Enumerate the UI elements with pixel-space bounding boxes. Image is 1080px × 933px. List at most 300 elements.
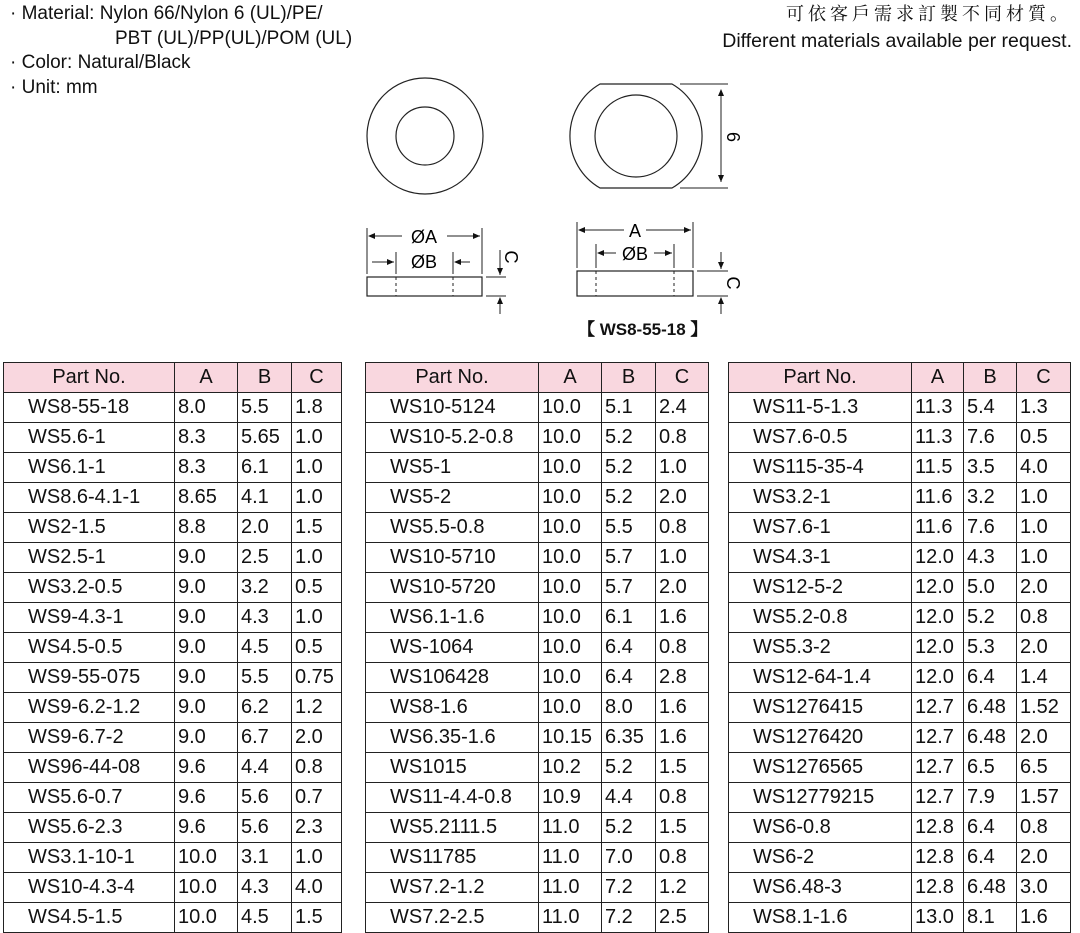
cell-c: 2.0: [1017, 633, 1071, 663]
cell-c: 0.8: [656, 513, 709, 543]
cell-part-no: WS6.1-1: [4, 453, 175, 483]
table-row: [366, 573, 709, 603]
cell-c: 1.6: [656, 603, 709, 633]
cell-part-no: WS6.48-3: [729, 873, 912, 903]
table-row: [729, 843, 1071, 873]
cell-c: 0.5: [292, 573, 342, 603]
dim-6-label: 6: [723, 131, 743, 143]
cell-c: 2.0: [1017, 573, 1071, 603]
table-row: [366, 483, 709, 513]
table-row: [4, 903, 342, 933]
cell-c: 2.4: [656, 393, 709, 423]
cell-b: 8.0: [602, 693, 656, 723]
cell-b: 6.1: [602, 603, 656, 633]
cell-a: 10.0: [539, 453, 602, 483]
cell-b: 5.7: [602, 573, 656, 603]
cell-a: 11.0: [539, 813, 602, 843]
cell-part-no: WS9-4.3-1: [4, 603, 175, 633]
cell-b: 6.4: [964, 663, 1017, 693]
cell-a: 12.7: [912, 723, 964, 753]
cell-b: 5.2: [602, 753, 656, 783]
cell-a: 12.8: [912, 873, 964, 903]
table-row: [729, 663, 1071, 693]
cell-a: 8.8: [175, 513, 238, 543]
table-row: [4, 663, 342, 693]
cell-b: 5.2: [964, 603, 1017, 633]
table-row: [366, 813, 709, 843]
cell-part-no: WS5-1: [366, 453, 539, 483]
cell-part-no: WS10-5710: [366, 543, 539, 573]
cell-a: 11.6: [912, 483, 964, 513]
cell-a: 10.0: [539, 603, 602, 633]
table-row: [366, 393, 709, 423]
table-row: [729, 423, 1071, 453]
cell-c: 2.0: [656, 573, 709, 603]
cell-c: 0.8: [656, 783, 709, 813]
cell-part-no: WS8-1.6: [366, 693, 539, 723]
table-row: [729, 693, 1071, 723]
cell-a: 10.0: [539, 423, 602, 453]
cell-c: 2.5: [656, 903, 709, 933]
cell-b: 7.6: [964, 513, 1017, 543]
table-row: [4, 753, 342, 783]
cell-part-no: WS96-44-08: [4, 753, 175, 783]
cell-a: 10.0: [539, 393, 602, 423]
cell-part-no: WS12-64-1.4: [729, 663, 912, 693]
cell-part-no: WS9-6.2-1.2: [4, 693, 175, 723]
table-row: [4, 723, 342, 753]
spec-material-cont: PBT (UL)/PP(UL)/POM (UL): [115, 27, 353, 49]
cell-part-no: WS-1064: [366, 633, 539, 663]
note-english: Different materials available per request.: [722, 30, 1072, 52]
cell-part-no: WS2-1.5: [4, 513, 175, 543]
cell-b: 6.5: [964, 753, 1017, 783]
cell-a: 10.0: [539, 663, 602, 693]
table-row: [366, 873, 709, 903]
cell-a: 9.0: [175, 723, 238, 753]
header-b: B: [964, 363, 1017, 393]
table-row: [366, 513, 709, 543]
cell-b: 6.4: [964, 843, 1017, 873]
table-row: [729, 753, 1071, 783]
cell-c: 2.0: [292, 723, 342, 753]
cell-b: 5.3: [964, 633, 1017, 663]
cell-a: 12.8: [912, 843, 964, 873]
cell-c: 1.0: [1017, 483, 1071, 513]
cell-c: 1.5: [292, 903, 342, 933]
cell-c: 6.5: [1017, 753, 1071, 783]
cell-c: 1.0: [292, 543, 342, 573]
cell-c: 0.8: [1017, 603, 1071, 633]
cell-part-no: WS5.2-0.8: [729, 603, 912, 633]
cell-b: 3.2: [238, 573, 292, 603]
cell-part-no: WS1015: [366, 753, 539, 783]
cell-a: 12.7: [912, 783, 964, 813]
table-row: [729, 633, 1071, 663]
cell-b: 3.2: [964, 483, 1017, 513]
cell-part-no: WS5.3-2: [729, 633, 912, 663]
header-c: C: [292, 363, 342, 393]
cell-a: 10.15: [539, 723, 602, 753]
cell-part-no: WS5.6-2.3: [4, 813, 175, 843]
cell-b: 6.48: [964, 723, 1017, 753]
cell-part-no: WS11-5-1.3: [729, 393, 912, 423]
cell-c: 0.75: [292, 663, 342, 693]
cell-part-no: WS6.1-1.6: [366, 603, 539, 633]
table-row: [729, 453, 1071, 483]
cell-b: 7.2: [602, 873, 656, 903]
cell-part-no: WS106428: [366, 663, 539, 693]
cell-b: 7.2: [602, 903, 656, 933]
cell-part-no: WS5.2111.5: [366, 813, 539, 843]
table-row: [4, 813, 342, 843]
cell-c: 1.4: [1017, 663, 1071, 693]
cell-c: 2.3: [292, 813, 342, 843]
parts-table-1: [3, 362, 342, 933]
cell-a: 12.8: [912, 813, 964, 843]
cell-c: 4.0: [292, 873, 342, 903]
cell-part-no: WS7.6-1: [729, 513, 912, 543]
header-a: A: [912, 363, 964, 393]
cell-part-no: WS1276565: [729, 753, 912, 783]
header-a: A: [539, 363, 602, 393]
cell-part-no: WS115-35-4: [729, 453, 912, 483]
cell-a: 8.65: [175, 483, 238, 513]
cell-c: 1.0: [292, 483, 342, 513]
cell-a: 10.0: [175, 903, 238, 933]
flat-washer-front-view: [570, 84, 728, 188]
cell-c: 4.0: [1017, 453, 1071, 483]
cell-c: 1.0: [292, 843, 342, 873]
parts-table-2: [365, 362, 709, 933]
cell-part-no: WS9-6.7-2: [4, 723, 175, 753]
cell-a: 8.0: [175, 393, 238, 423]
cell-part-no: WS9-55-075: [4, 663, 175, 693]
cell-b: 6.4: [964, 813, 1017, 843]
dim-c-label: C: [501, 250, 521, 264]
cell-part-no: WS8-55-18: [4, 393, 175, 423]
dim-c2-label: C: [723, 276, 743, 290]
cell-part-no: WS5.6-1: [4, 423, 175, 453]
table-row: [729, 873, 1071, 903]
cell-a: 9.6: [175, 753, 238, 783]
cell-part-no: WS3.2-1: [729, 483, 912, 513]
table-row: [366, 783, 709, 813]
spec-unit: · Unit: mm: [10, 76, 98, 98]
cell-c: 3.0: [1017, 873, 1071, 903]
cell-b: 2.5: [238, 543, 292, 573]
cell-part-no: WS3.2-0.5: [4, 573, 175, 603]
cell-b: 5.6: [238, 783, 292, 813]
cell-b: 4.3: [238, 873, 292, 903]
cell-a: 10.0: [539, 543, 602, 573]
cell-c: 0.8: [1017, 813, 1071, 843]
cell-b: 6.7: [238, 723, 292, 753]
cell-c: 1.6: [1017, 903, 1071, 933]
header-part-no: Part No.: [729, 363, 912, 393]
table-row: [366, 723, 709, 753]
cell-part-no: WS7.6-0.5: [729, 423, 912, 453]
cell-a: 9.0: [175, 693, 238, 723]
table-row: [366, 843, 709, 873]
cell-b: 5.2: [602, 483, 656, 513]
table-row: [4, 783, 342, 813]
header-part-no: Part No.: [4, 363, 175, 393]
parts-table-3: [728, 362, 1071, 933]
cell-a: 9.0: [175, 633, 238, 663]
table-row: [729, 723, 1071, 753]
dim-a-label: ØA: [410, 227, 438, 247]
table-row: [729, 573, 1071, 603]
table-row: [4, 843, 342, 873]
cell-part-no: WS10-5720: [366, 573, 539, 603]
table-row: [729, 903, 1071, 933]
table-row: [4, 393, 342, 423]
cell-b: 6.4: [602, 633, 656, 663]
cell-b: 7.6: [964, 423, 1017, 453]
note-chinese: 可依客戶需求訂製不同材質。: [786, 4, 1072, 25]
cell-b: 5.4: [964, 393, 1017, 423]
table-row: [4, 513, 342, 543]
cell-c: 1.0: [292, 423, 342, 453]
cell-b: 7.9: [964, 783, 1017, 813]
flat-washer-side-view: [577, 222, 728, 314]
table-row: [729, 483, 1071, 513]
cell-a: 12.0: [912, 573, 964, 603]
table-row: [4, 633, 342, 663]
table-row: [4, 873, 342, 903]
cell-c: 1.5: [292, 513, 342, 543]
table-row: [366, 603, 709, 633]
table-row: [4, 483, 342, 513]
cell-c: 1.5: [656, 813, 709, 843]
cell-c: 1.0: [1017, 543, 1071, 573]
cell-part-no: WS12-5-2: [729, 573, 912, 603]
cell-b: 4.3: [964, 543, 1017, 573]
cell-part-no: WS5-2: [366, 483, 539, 513]
cell-a: 11.0: [539, 843, 602, 873]
cell-a: 11.0: [539, 903, 602, 933]
table-row: [366, 453, 709, 483]
dim-b2-label: ØB: [621, 244, 649, 264]
cell-c: 1.6: [656, 723, 709, 753]
cell-a: 9.6: [175, 783, 238, 813]
cell-part-no: WS3.1-10-1: [4, 843, 175, 873]
cell-a: 12.0: [912, 663, 964, 693]
cell-a: 9.0: [175, 543, 238, 573]
table-row: [4, 573, 342, 603]
model-label: 【 WS8-55-18 】: [578, 320, 708, 339]
cell-part-no: WS11-4.4-0.8: [366, 783, 539, 813]
cell-part-no: WS8.6-4.1-1: [4, 483, 175, 513]
cell-c: 2.0: [656, 483, 709, 513]
table-row: [729, 603, 1071, 633]
cell-c: 2.0: [1017, 843, 1071, 873]
cell-c: 1.0: [292, 453, 342, 483]
table-header-row: [4, 363, 342, 393]
cell-b: 6.1: [238, 453, 292, 483]
table-row: [4, 423, 342, 453]
cell-b: 3.1: [238, 843, 292, 873]
cell-part-no: WS4.5-1.5: [4, 903, 175, 933]
cell-c: 1.52: [1017, 693, 1071, 723]
cell-a: 12.0: [912, 543, 964, 573]
cell-a: 12.0: [912, 633, 964, 663]
table-row: [729, 513, 1071, 543]
dim-b-label: ØB: [410, 252, 438, 272]
table-row: [729, 813, 1071, 843]
cell-a: 11.3: [912, 423, 964, 453]
cell-b: 5.2: [602, 423, 656, 453]
cell-b: 6.4: [602, 663, 656, 693]
cell-part-no: WS12779215: [729, 783, 912, 813]
cell-b: 5.2: [602, 813, 656, 843]
cell-c: 0.7: [292, 783, 342, 813]
cell-part-no: WS10-5124: [366, 393, 539, 423]
cell-c: 0.8: [656, 633, 709, 663]
cell-part-no: WS5.6-0.7: [4, 783, 175, 813]
cell-b: 4.5: [238, 633, 292, 663]
cell-a: 12.0: [912, 603, 964, 633]
cell-c: 1.8: [292, 393, 342, 423]
cell-c: 0.5: [1017, 423, 1071, 453]
cell-b: 5.65: [238, 423, 292, 453]
cell-c: 1.2: [656, 873, 709, 903]
table-header-row: [366, 363, 709, 393]
cell-a: 9.6: [175, 813, 238, 843]
cell-b: 4.3: [238, 603, 292, 633]
cell-part-no: WS10-4.3-4: [4, 873, 175, 903]
cell-b: 5.5: [238, 393, 292, 423]
cell-a: 11.5: [912, 453, 964, 483]
cell-b: 4.5: [238, 903, 292, 933]
cell-b: 5.7: [602, 543, 656, 573]
cell-c: 1.6: [656, 693, 709, 723]
cell-part-no: WS8.1-1.6: [729, 903, 912, 933]
cell-a: 10.0: [539, 483, 602, 513]
cell-a: 8.3: [175, 453, 238, 483]
cell-c: 1.0: [292, 603, 342, 633]
cell-part-no: WS1276420: [729, 723, 912, 753]
cell-a: 10.0: [539, 513, 602, 543]
table-row: [4, 603, 342, 633]
header-c: C: [656, 363, 709, 393]
cell-c: 1.0: [656, 543, 709, 573]
cell-a: 10.9: [539, 783, 602, 813]
table-row: [4, 453, 342, 483]
cell-c: 1.3: [1017, 393, 1071, 423]
cell-a: 10.0: [539, 573, 602, 603]
cell-c: 0.8: [656, 423, 709, 453]
cell-part-no: WS5.5-0.8: [366, 513, 539, 543]
cell-a: 12.7: [912, 753, 964, 783]
header-b: B: [602, 363, 656, 393]
cell-a: 10.0: [175, 843, 238, 873]
cell-b: 8.1: [964, 903, 1017, 933]
cell-b: 7.0: [602, 843, 656, 873]
cell-a: 11.6: [912, 513, 964, 543]
cell-a: 9.0: [175, 603, 238, 633]
cell-b: 5.5: [602, 513, 656, 543]
cell-c: 0.8: [656, 843, 709, 873]
table-row: [729, 543, 1071, 573]
cell-c: 1.57: [1017, 783, 1071, 813]
cell-a: 10.0: [539, 633, 602, 663]
table-row: [366, 753, 709, 783]
cell-part-no: WS4.5-0.5: [4, 633, 175, 663]
cell-c: 0.5: [292, 633, 342, 663]
table-row: [366, 633, 709, 663]
cell-b: 5.0: [964, 573, 1017, 603]
header-c: C: [1017, 363, 1071, 393]
table-row: [4, 543, 342, 573]
table-row: [729, 393, 1071, 423]
cell-b: 6.2: [238, 693, 292, 723]
cell-b: 5.5: [238, 663, 292, 693]
cell-part-no: WS6-2: [729, 843, 912, 873]
header-b: B: [238, 363, 292, 393]
cell-a: 9.0: [175, 663, 238, 693]
table-row: [729, 783, 1071, 813]
cell-part-no: WS4.3-1: [729, 543, 912, 573]
cell-part-no: WS7.2-1.2: [366, 873, 539, 903]
cell-part-no: WS1276415: [729, 693, 912, 723]
table-row: [366, 693, 709, 723]
round-washer-front-view: [367, 78, 483, 194]
cell-a: 10.2: [539, 753, 602, 783]
cell-part-no: WS6.35-1.6: [366, 723, 539, 753]
cell-part-no: WS6-0.8: [729, 813, 912, 843]
cell-a: 11.0: [539, 873, 602, 903]
cell-a: 11.3: [912, 393, 964, 423]
cell-b: 6.48: [964, 693, 1017, 723]
cell-c: 1.0: [1017, 513, 1071, 543]
cell-b: 2.0: [238, 513, 292, 543]
cell-b: 5.1: [602, 393, 656, 423]
table-header-row: [729, 363, 1071, 393]
cell-c: 1.2: [292, 693, 342, 723]
table-row: [366, 423, 709, 453]
cell-part-no: WS2.5-1: [4, 543, 175, 573]
cell-a: 13.0: [912, 903, 964, 933]
cell-b: 4.1: [238, 483, 292, 513]
dim-a2-label: A: [628, 221, 642, 241]
spec-color: · Color: Natural/Black: [10, 52, 191, 73]
cell-b: 3.5: [964, 453, 1017, 483]
cell-a: 10.0: [539, 693, 602, 723]
header-part-no: Part No.: [366, 363, 539, 393]
cell-c: 0.8: [292, 753, 342, 783]
table-row: [366, 543, 709, 573]
washer-technical-drawing: [0, 0, 1080, 340]
table-row: [4, 693, 342, 723]
cell-c: 1.5: [656, 753, 709, 783]
cell-part-no: WS7.2-2.5: [366, 903, 539, 933]
cell-c: 2.0: [1017, 723, 1071, 753]
cell-c: 1.0: [656, 453, 709, 483]
cell-part-no: WS11785: [366, 843, 539, 873]
table-row: [366, 903, 709, 933]
cell-b: 4.4: [602, 783, 656, 813]
cell-b: 6.35: [602, 723, 656, 753]
cell-b: 4.4: [238, 753, 292, 783]
cell-a: 10.0: [175, 873, 238, 903]
cell-a: 9.0: [175, 573, 238, 603]
table-row: [366, 663, 709, 693]
spec-material: · Material: Nylon 66/Nylon 6 (UL)/PE/: [10, 3, 323, 24]
cell-a: 12.7: [912, 693, 964, 723]
cell-part-no: WS10-5.2-0.8: [366, 423, 539, 453]
